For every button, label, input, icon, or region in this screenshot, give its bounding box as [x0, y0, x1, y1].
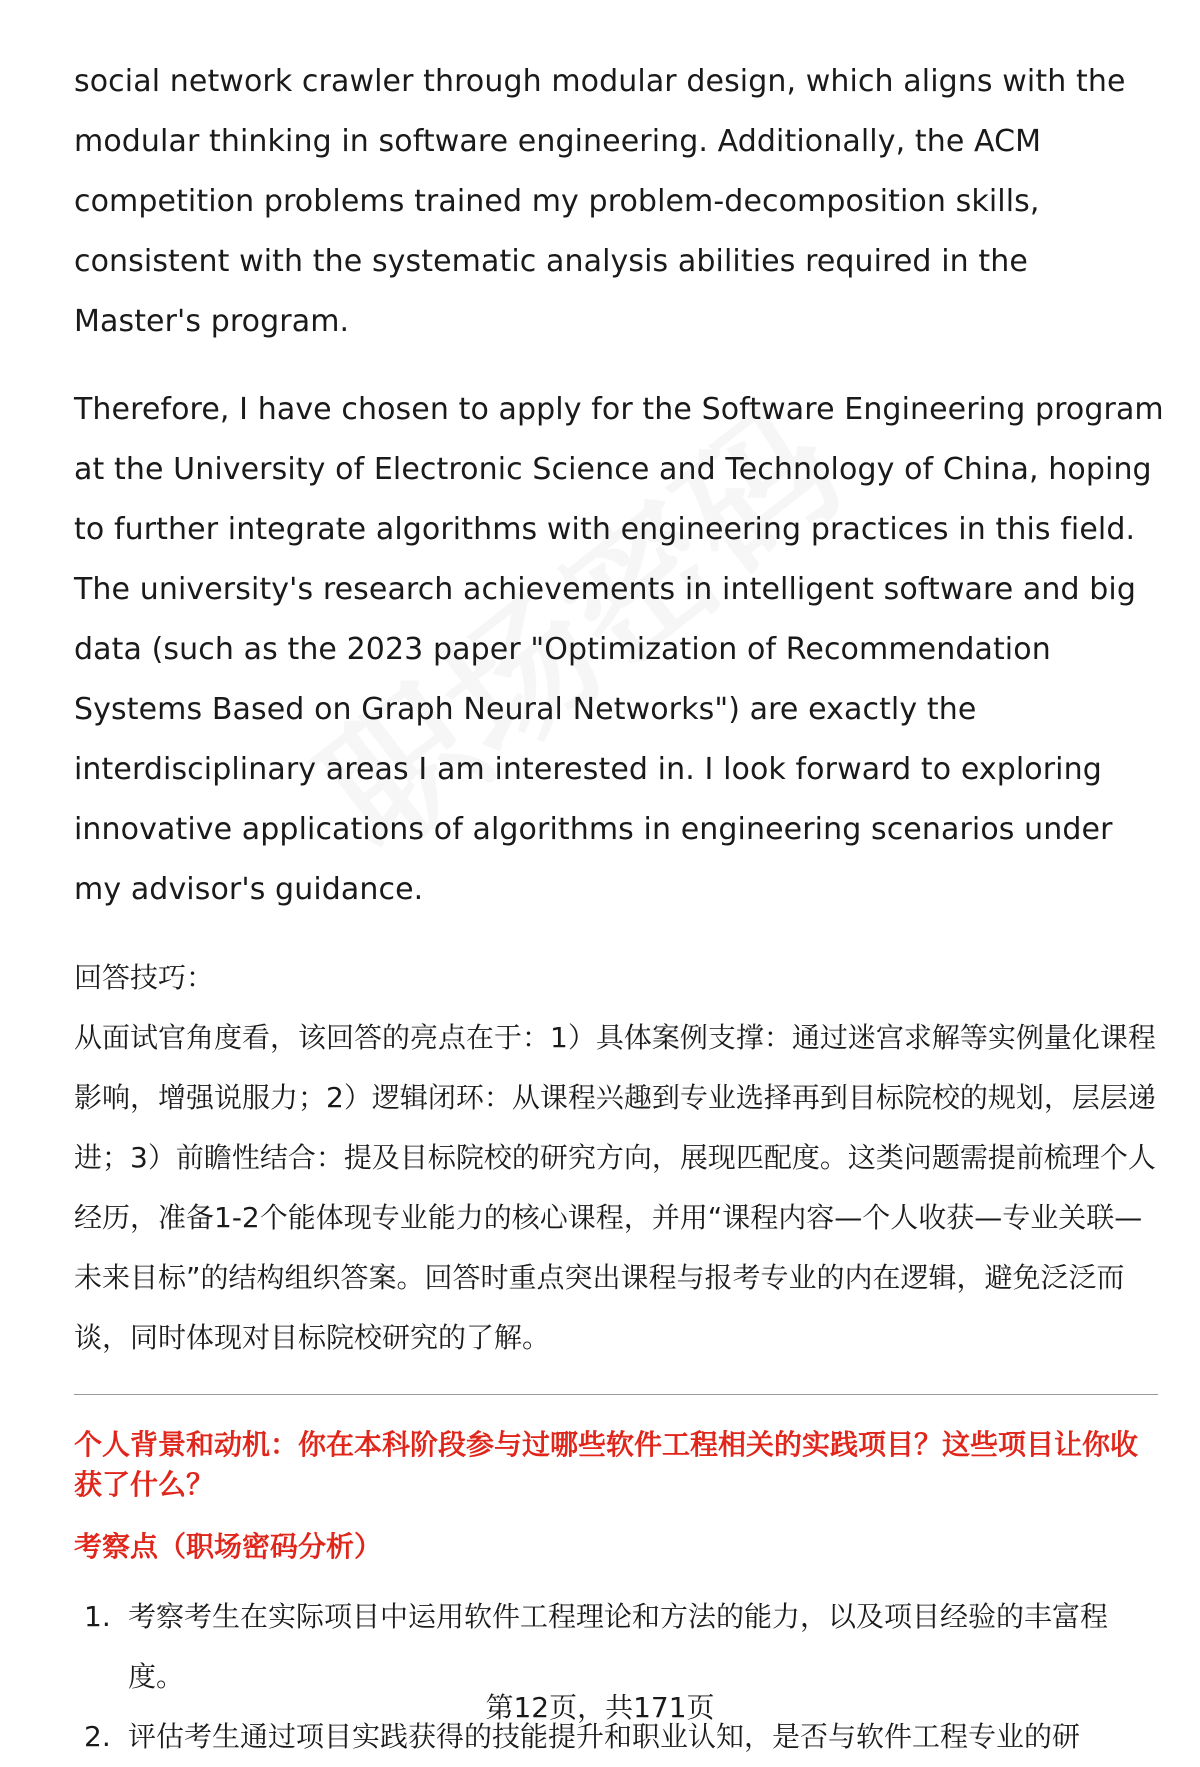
- tips-body: 从面试官角度看，该回答的亮点在于：1）具体案例支撑：通过迷宫求解等实例量化课程影响，增强说服力；2）逻辑闭环：从课程兴趣到专业选择再到目标院校的规划，层层递进；3）前瞻性结合：提及目标院校的研究方向，展现匹配度。这类问题需提前梳理个人经历，准备1-2个能体现专业能力的核心课程，并用“课程内容—个人收获—专业关联—未来目标”的结构组织答案。回答时重点突出课程与报考专业的内在逻辑，避免泛泛而谈，同时体现对目标院校研究的了解。: [74, 1021, 1156, 1354]
- section-divider: [74, 1394, 1158, 1395]
- body-paragraph-1: social network crawler through modular design, which aligns with the modular thinking in software engineering. Additionally, the ACM competition problems trained my problem-decomposition skills, consistent with the systematic analysis abilities required in the Master's program.: [74, 64, 1126, 339]
- list-item-text: 考察考生在实际项目中运用软件工程理论和方法的能力，以及项目经验的丰富程度。: [128, 1600, 1109, 1693]
- list-item-text: 评估考生通过项目实践获得的技能提升和职业认知，是否与软件工程专业的研: [128, 1720, 1081, 1753]
- list-item-number: 1.: [84, 1600, 111, 1633]
- analysis-heading: 考察点（职场密码分析）: [74, 1530, 383, 1563]
- tips-label: 回答技巧：: [74, 961, 215, 994]
- page-number-footer: 第12页，共171页: [485, 1691, 715, 1724]
- analysis-list: [74, 1587, 1164, 1767]
- list-item-number: 2.: [84, 1720, 111, 1753]
- body-paragraph-2: Therefore, I have chosen to apply for the Software Engineering program at the University of Electronic Science and Technology of China, hoping to further integrate algorithms with engineering practices in this field. The university's research achievements in intelligent software and big data (such as the 2023 paper "Optimization of Recommendation Systems Based on Graph Neural Networks") are exactly the interdisciplinary areas I am interested in. I look forward to exploring innovative applications of algorithms in engineering scenarios under my advisor's guidance.: [74, 392, 1164, 907]
- document-page: [74, 52, 1164, 1767]
- question-heading: 个人背景和动机：你在本科阶段参与过哪些软件工程相关的实践项目？这些项目让你收获了什么？: [74, 1428, 1139, 1501]
